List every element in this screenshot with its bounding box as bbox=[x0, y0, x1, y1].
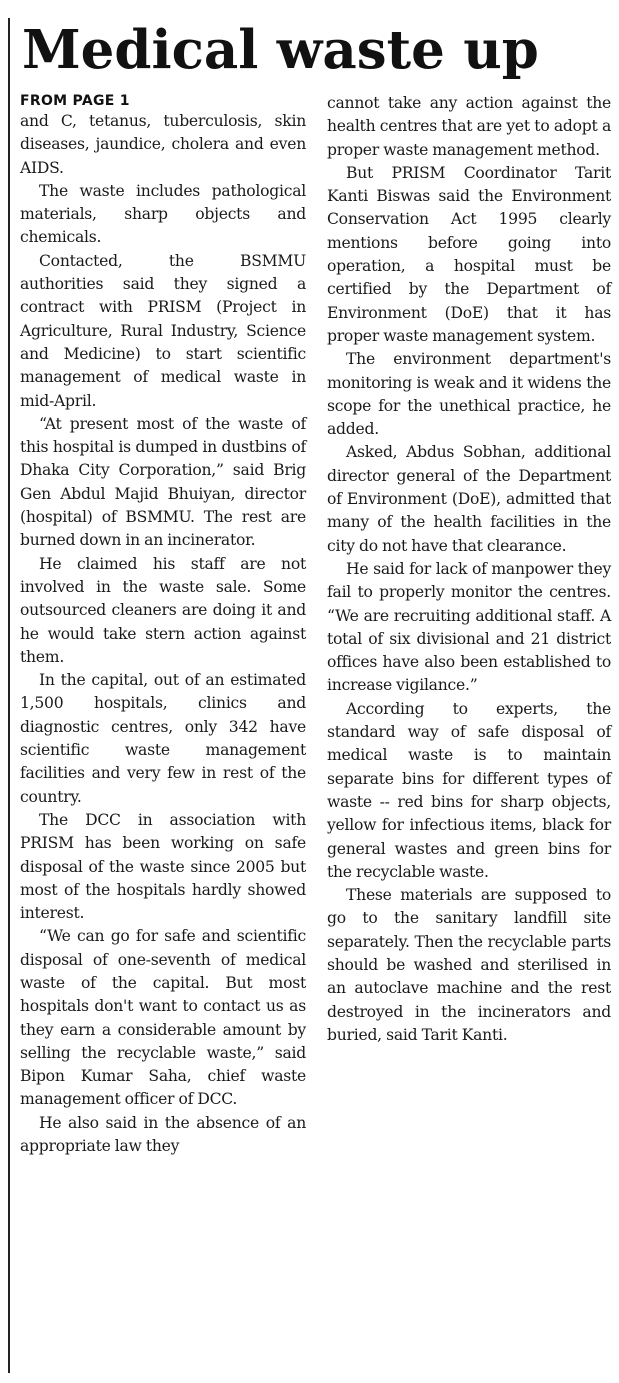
right-column bbox=[327, 92, 611, 1047]
column-rule bbox=[8, 18, 10, 1373]
paragraph: These materials are supposed to go to the sanitary landfill site separately. Then the recyclable parts should be washed and sterilised in an autoclave machine and the rest destroyed in the incinerators and buried, said Tarit Kanti. bbox=[327, 886, 611, 1044]
paragraph: “We can go for safe and scientific disposal of one-seventh of medical waste of the capital. But most hospitals don't want to contact us as they earn a considerable amount by selling the recyclable waste,” said Bipon Kumar Saha, chief waste management officer of DCC. bbox=[20, 927, 306, 1109]
paragraph: But PRISM Coordinator Tarit Kanti Biswas said the Environment Conservation Act 1995 clearly mentions before going into operation, a hospital must be certified by the Department of Environment (DoE) that it has proper waste management system. bbox=[327, 163, 611, 345]
paragraph: The waste includes pathological materials, sharp objects and chemicals. bbox=[20, 181, 306, 247]
paragraph: The environment department's monitoring is weak and it widens the scope for the unethical practice, he added. bbox=[327, 350, 611, 439]
paragraph: and C, tetanus, tuberculosis, skin diseases, jaundice, cholera and even AIDS. bbox=[20, 112, 306, 177]
left-column bbox=[20, 92, 306, 1158]
paragraph: In the capital, out of an estimated 1,500 hospitals, clinics and diagnostic centres, only 342 have scientific waste management facilities and very few in rest of the country. bbox=[20, 671, 306, 806]
left-column-body bbox=[20, 110, 306, 1158]
continuation-kicker: FROM PAGE 1 bbox=[20, 93, 130, 109]
paragraph: Contacted, the BSMMU authorities said they signed a contract with PRISM (Project in Agriculture, Rural Industry, Science and Medicine) to start scientific management of medical waste in mid-April. bbox=[20, 251, 306, 410]
paragraph: He also said in the absence of an appropriate law they bbox=[20, 1113, 306, 1156]
paragraph: Asked, Abdus Sobhan, additional director general of the Department of Environment (DoE), admitted that many of the health facilities in the city do not have that clearance. bbox=[327, 443, 611, 555]
paragraph: He said for lack of manpower they fail to properly monitor the centres. “We are recruiting additional staff. A total of six divisional and 21 district offices have also been established to increase vigilance.” bbox=[327, 559, 611, 695]
headline: Medical waste up bbox=[22, 19, 539, 81]
paragraph: He claimed his staff are not involved in the waste sale. Some outsourced cleaners are doing it and he would take stern action against them. bbox=[20, 554, 306, 666]
paragraph: According to experts, the standard way of safe disposal of medical waste is to maintain separate bins for different types of waste -- red bins for sharp objects, yellow for infectious items, black for general wastes and green bins for the recyclable waste. bbox=[327, 699, 611, 881]
paragraph: “At present most of the waste of this hospital is dumped in dustbins of Dhaka City Corporation,” said Brig Gen Abdul Majid Bhuiyan, director (hospital) of BSMMU. The rest are burned down in an incinerator. bbox=[20, 414, 306, 550]
paragraph: The DCC in association with PRISM has been working on safe disposal of the waste since 2005 but most of the hospitals hardly showed interest. bbox=[20, 810, 306, 923]
right-column-body bbox=[327, 92, 611, 1047]
paragraph: cannot take any action against the health centres that are yet to adopt a proper waste management method. bbox=[327, 94, 611, 159]
